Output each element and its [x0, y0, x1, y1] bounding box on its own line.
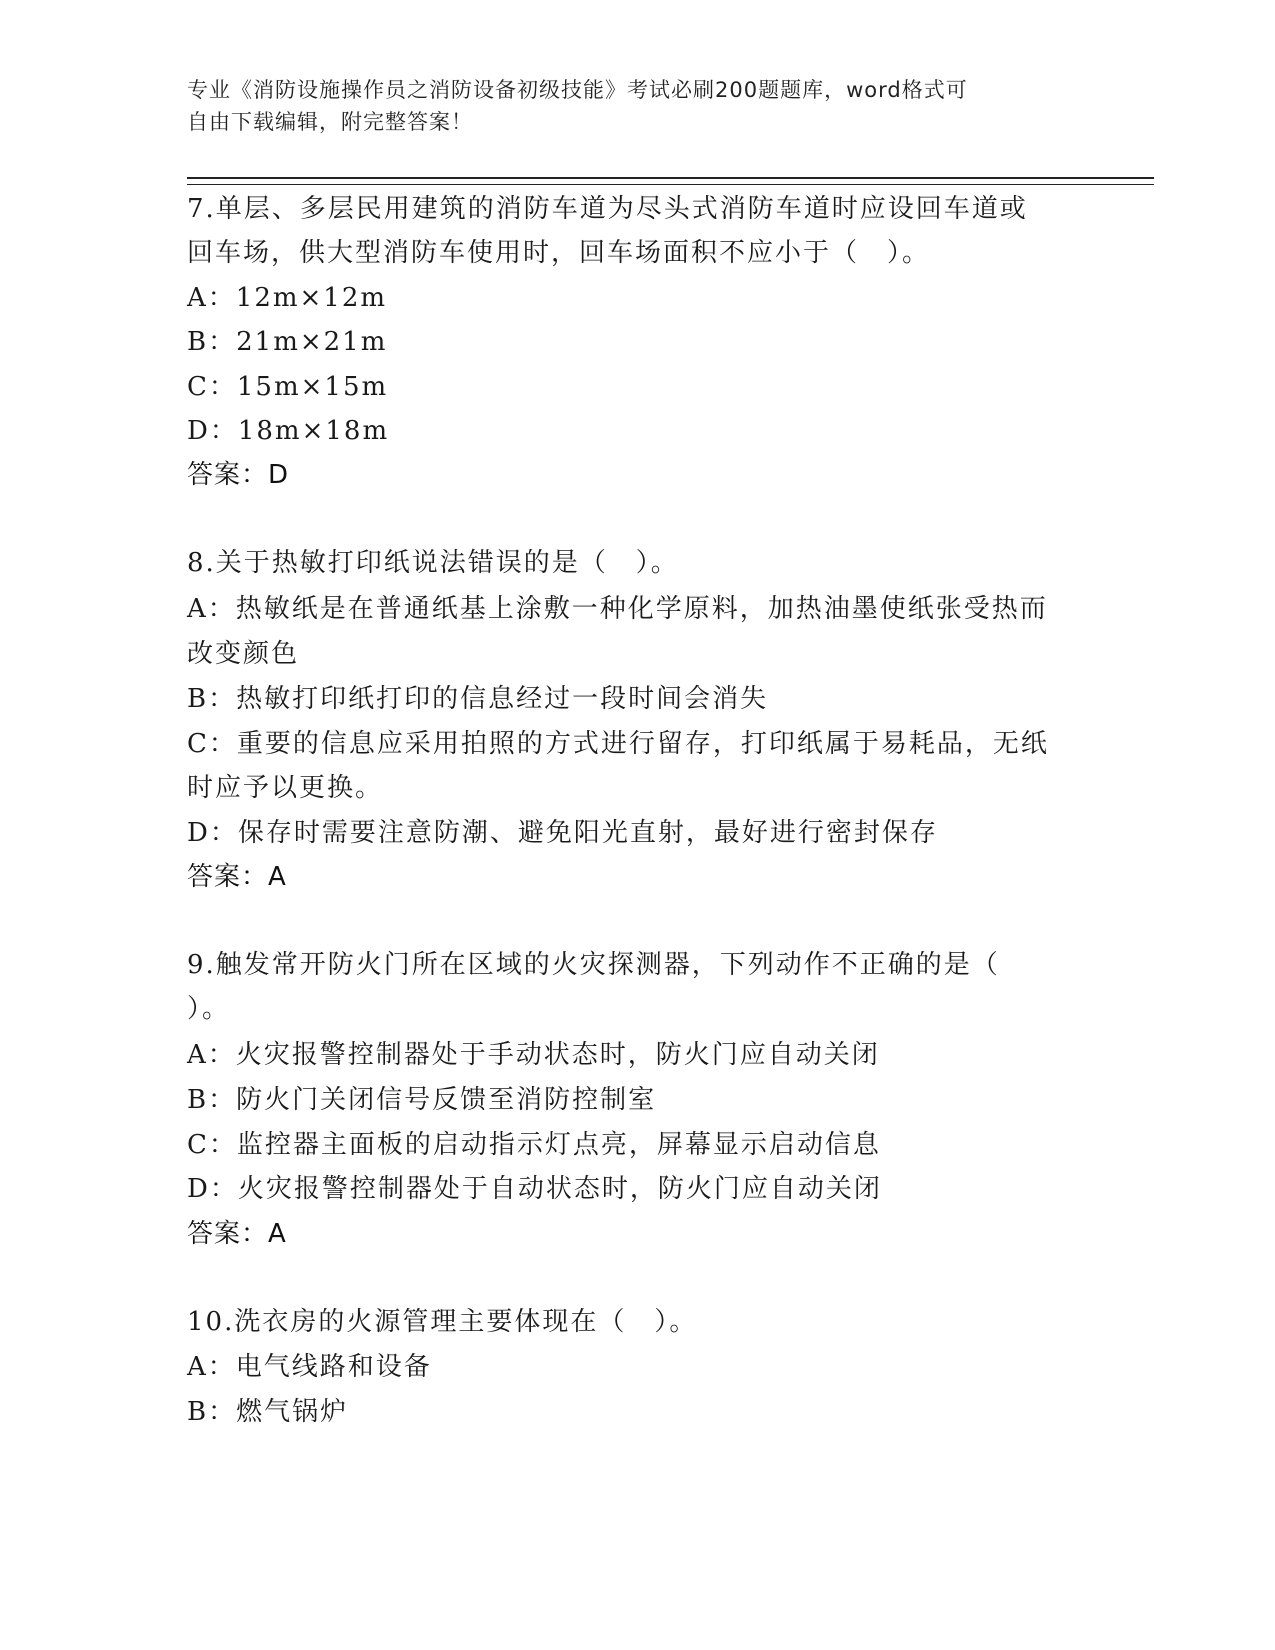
question-7-stem-line-1: 7.单层、多层民用建筑的消防车道为尽头式消防车道时应设回车道或: [187, 194, 1028, 224]
question-10-stem-line-1: 10.洗衣房的火源管理主要体现在（ ）。: [187, 1307, 698, 1337]
question-9-option-d: D：火灾报警控制器处于自动状态时，防火门应自动关闭: [187, 1174, 882, 1204]
question-8-option-d: D：保存时需要注意防潮、避免阳光直射，最好进行密封保存: [187, 818, 938, 848]
question-10-option-a: A：电气线路和设备: [187, 1352, 432, 1382]
question-9-option-c: C：监控器主面板的启动指示灯点亮，屏幕显示启动信息: [187, 1130, 881, 1160]
header-divider-thick: [187, 177, 1154, 179]
question-8-option-a-line-1: A：热敏纸是在普通纸基上涂敷一种化学原料，加热油墨使纸张受热而: [187, 594, 1048, 624]
header-title-line-2: 自由下载编辑，附完整答案！: [187, 110, 473, 134]
header-divider-thin: [187, 184, 1154, 185]
question-8-option-a-line-2: 改变颜色: [187, 639, 300, 669]
question-8-answer: 答案：A: [187, 862, 287, 892]
question-7-stem-line-2: 回车场，供大型消防车使用时，回车场面积不应小于（ ）。: [187, 238, 931, 268]
question-8-option-c-line-2: 时应予以更换。: [187, 773, 384, 803]
question-9-option-b: B：防火门关闭信号反馈至消防控制室: [187, 1085, 657, 1115]
question-7-answer: 答案：D: [187, 460, 290, 490]
question-8-option-b: B：热敏打印纸打印的信息经过一段时间会消失: [187, 684, 769, 714]
document-header: [187, 74, 1067, 138]
question-9-option-a: A：火灾报警控制器处于手动状态时，防火门应自动关闭: [187, 1040, 880, 1070]
header-title-line-1: 专业《消防设施操作员之消防设备初级技能》考试必刷200题题库，word格式可: [187, 78, 968, 102]
question-7-option-b: B：21m×21m: [187, 327, 388, 357]
question-7-option-d: D：18m×18m: [187, 416, 390, 446]
question-9-stem-line-1: 9.触发常开防火门所在区域的火灾探测器，下列动作不正确的是（: [187, 950, 1000, 980]
question-7-option-a: A：12m×12m: [187, 283, 388, 313]
question-8-stem-line-1: 8.关于热敏打印纸说法错误的是（ ）。: [187, 548, 679, 578]
question-9-answer: 答案：A: [187, 1219, 287, 1249]
question-7-option-c: C：15m×15m: [187, 372, 389, 402]
question-10-option-b: B：燃气锅炉: [187, 1397, 349, 1427]
question-8-option-c-line-1: C：重要的信息应采用拍照的方式进行留存，打印纸属于易耗品，无纸: [187, 729, 1049, 759]
question-9-stem-line-2: ）。: [187, 994, 231, 1024]
